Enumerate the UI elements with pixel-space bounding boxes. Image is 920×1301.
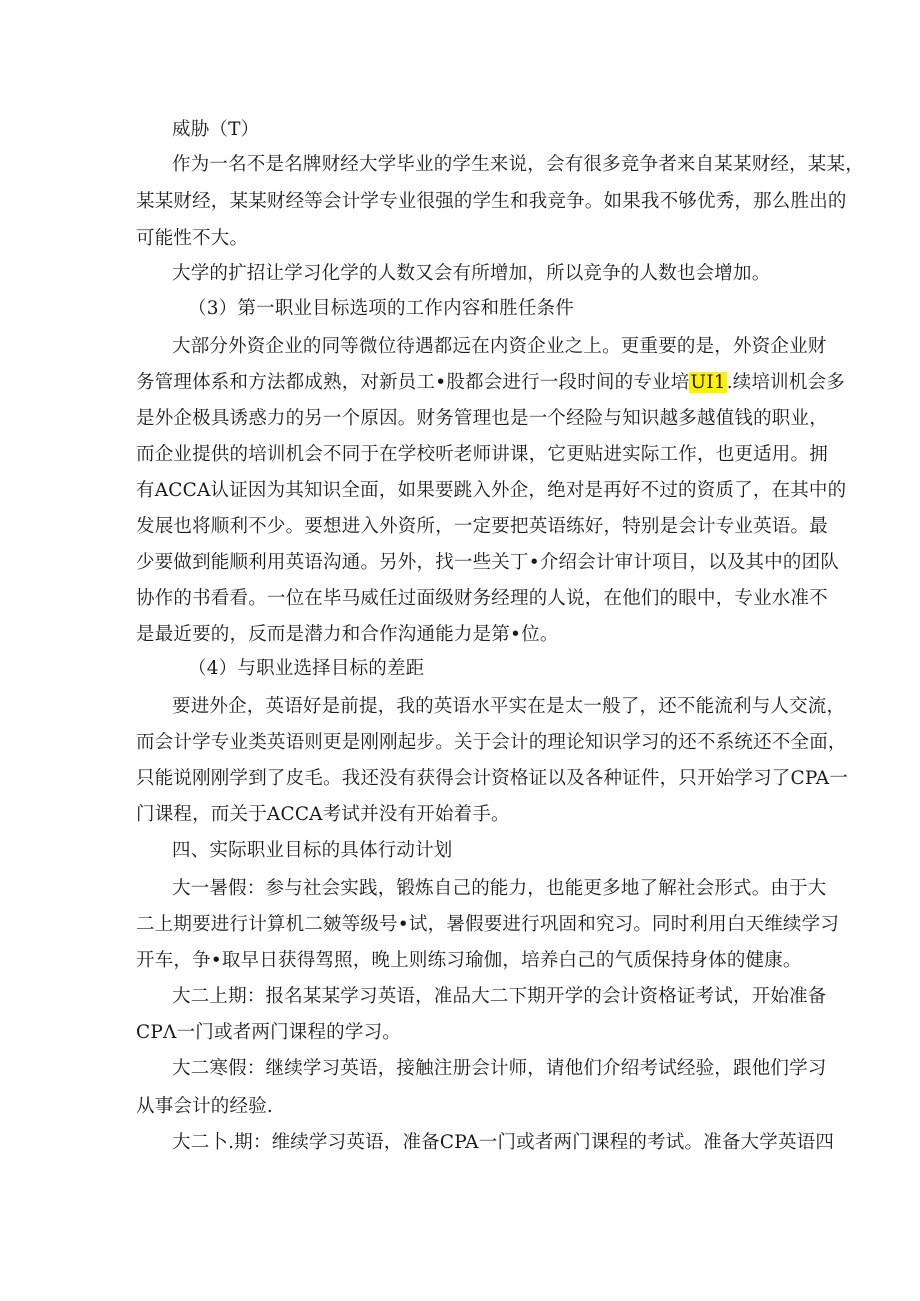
text-line: 门课程，而关于ACCA考试并没有开始着手。 (136, 804, 510, 825)
highlighted-text: UI1 (690, 372, 726, 393)
text-line: 大学的扩招让学习化学的人数又会有所增加，所以竞争的人数也会增加。 (172, 263, 771, 284)
text-segment: 务管理体系和方法都成熟，对新员工•股都会进行一段时间的专业培 (136, 372, 690, 393)
text-line: 大部分外资企业的同等微位待遇都远在内资企业之上。更重要的是，外资企业财 (172, 336, 827, 357)
text-line: 协作的书看看。一位在毕马威任过面级财务经理的人说，在他们的眼中，专业水准不 (136, 588, 828, 609)
text-line: 要进外企，英语好是前提，我的英语水平实在是太一般了，还不能流利与人交流， (172, 696, 846, 717)
text-line: 而会计学专业类英语则更是刚刚起步。关于会计的理论知识学习的还不系统还不全面， (136, 732, 847, 753)
text-segment: .续培训机会多 (726, 372, 845, 393)
text-line: 大二寒假：继续学习英语，接触注册会计师，请他们介绍考试经验，跟他们学习 (172, 1058, 827, 1079)
text-line: 可能性不大。 (136, 228, 249, 249)
text-line: 威胁（T） (172, 119, 260, 140)
text-line (136, 370, 845, 396)
text-line: 从事会计的经验. (136, 1096, 273, 1117)
text-line: 发展也将顺利不少。要想进入外资所，一定要把英语练好，特别是会计专业英语。最 (136, 516, 828, 537)
text-line: 是最近要的，反而是潜力和合作沟通能力是第•位。 (136, 624, 559, 645)
text-line: 少要做到能顺利用英语沟通。另外，找一些关丁•介绍会计审计项目，以及其中的团队 (136, 552, 840, 573)
text-line: 是外企极具诱惑力的另一个原因。财务管理也是一个经险与知识越多越值钱的职业， (136, 408, 828, 429)
text-line: 大二卜.期：维续学习英语，准备CPA一门或者两门课程的考试。准备大学英语四 (172, 1132, 835, 1153)
section-heading: （3）第一职业目标选项的工作内容和胜任条件 (188, 298, 574, 319)
section-heading: （4）与职业选择目标的差距 (188, 658, 425, 679)
text-line: 大二上期：报名某某学习英语，准品大二下期开学的会计资格证考试，开始准备 (172, 986, 827, 1007)
text-line: 而企业提供的培训机会不同于在学校听老师讲课，它更贴进实际工作，也更适用。拥 (136, 444, 828, 465)
text-line: 有ACCA认证因为其知识全面，如果要跳入外企，绝对是再好不过的资质了，在其中的 (136, 480, 847, 501)
text-line: 某某财经，某某财经等会计学专业很强的学生和我竞争。如果我不够优秀，那么胜出的 (136, 191, 847, 212)
section-heading: 四、实际职业目标的具体行动计划 (172, 840, 453, 861)
text-line: 开车，争•取早日获得驾照，晚上则练习瑜伽，培养白己的气质保持身体的健康。 (136, 950, 802, 971)
text-line: 二上期要进行计算机二皴等级号•试，暑假要进行巩固和究习。同时利用白天维续学习 (136, 914, 840, 935)
text-line: 作为一名不是名牌财经大学毕业的学生来说，会有很多竞争者来自某某财经，某某， (172, 154, 864, 175)
text-line: 只能说刚刚学到了皮毛。我还没有获得会计资格证以及各种证件，只开始学习了CPA一 (136, 768, 849, 789)
text-line: 大一暑假：参与社会实践，锻炼自己的能力，也能更多地了解社会形式。由于大 (172, 878, 827, 899)
text-line: CPΛ一门或者两门课程的学习。 (136, 1022, 401, 1043)
